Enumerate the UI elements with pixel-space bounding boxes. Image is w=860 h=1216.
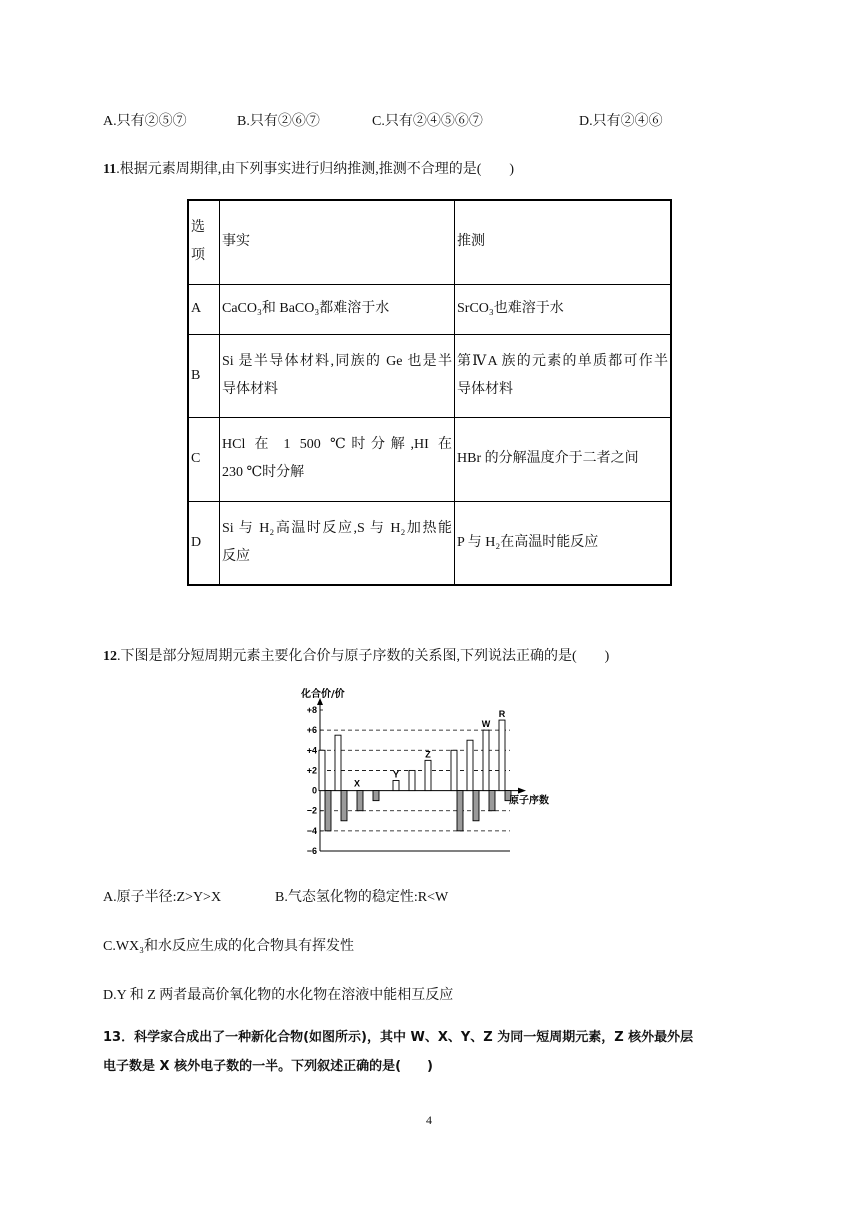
bar-negative-8 xyxy=(473,791,479,821)
q11-number: 11 xyxy=(103,162,117,177)
y-tick-label: −4 xyxy=(306,825,317,836)
q11-stem-text: .根据元素周期律,由下列事实进行归纳推测,推测不合理的是( ) xyxy=(116,162,515,177)
row-a-inference: SrCO₃也难溶于水 xyxy=(455,284,672,334)
row-a-fact: CaCO₃和 BaCO₃都难溶于水 xyxy=(220,284,455,334)
bar-positive-9 xyxy=(483,730,489,790)
chart-bars xyxy=(319,720,511,831)
q13-stem-line1: 13．科学家合成出了一种新化合物(如图所示)，其中 W、X、Y、Z 为同一短周期元素，Z 核外最外层 xyxy=(103,1030,694,1045)
valence-chart xyxy=(296,688,566,860)
row-c-fact xyxy=(220,417,455,501)
row-b-option: B xyxy=(188,334,220,417)
annotation-R: R xyxy=(498,709,506,720)
bar-positive-4 xyxy=(393,781,399,791)
q13-stem-line2: 电子数是 X 核外电子数的一半。下列叙述正确的是( ) xyxy=(103,1059,433,1074)
chart-axes xyxy=(317,698,526,851)
row-d-option: D xyxy=(188,501,220,585)
row-d-fact-line2: 反应 xyxy=(222,548,250,564)
bar-negative-7 xyxy=(457,791,463,831)
q12-stem xyxy=(103,645,609,665)
bar-positive-0 xyxy=(319,750,325,790)
row-d-inference: P 与 H₂在高温时能反应 xyxy=(455,501,672,585)
row-b-inference-line1: 第ⅣA 族的元素的单质都可作半 xyxy=(457,353,668,369)
bar-negative-1 xyxy=(341,791,347,821)
q11-stem xyxy=(103,158,514,178)
y-tick-label: 0 xyxy=(311,785,317,796)
bar-negative-2 xyxy=(357,791,363,811)
y-tick-label: +4 xyxy=(306,745,317,756)
y-axis-label: 化合价/价 xyxy=(301,689,345,700)
annotation-Z: Z xyxy=(425,749,431,760)
q12-stem-text: .下图是部分短周期元素主要化合价与原子序数的关系图,下列说法正确的是( ) xyxy=(117,649,610,664)
q12-option-a: A.原子半径:Z>Y>X xyxy=(103,890,222,905)
row-c-fact-line2: 230 ℃时分解 xyxy=(222,465,305,480)
bar-positive-6 xyxy=(425,760,431,790)
q10-option-d: D.只有②④⑥ xyxy=(579,114,663,129)
q10-option-c: C.只有②④⑤⑥⑦ xyxy=(372,114,483,129)
row-b-fact xyxy=(220,334,455,417)
y-tick-label: +6 xyxy=(306,725,317,736)
q12-number: 12 xyxy=(103,649,117,664)
bar-negative-9 xyxy=(489,791,495,811)
row-c-fact-line1: HCl 在 1 500 ℃时分解,HI 在 xyxy=(222,437,452,452)
row-c-inference: HBr 的分解温度介于二者之间 xyxy=(455,417,672,501)
bar-positive-8 xyxy=(467,740,473,790)
q11-table xyxy=(187,199,672,586)
q12-option-d: D.Y 和 Z 两者最高价氧化物的水化物在溶液中能相互反应 xyxy=(103,988,454,1003)
row-d-fact-line1: Si 与 H₂高温时反应,S 与 H₂加热能 xyxy=(222,520,452,536)
header-option: 选项 xyxy=(188,200,220,284)
row-b-fact-line1: Si 是半导体材料,同族的 Ge 也是半 xyxy=(222,353,452,369)
y-tick-label: −6 xyxy=(306,846,317,856)
y-tick-label: +2 xyxy=(306,765,317,776)
annotation-X: X xyxy=(353,778,361,789)
header-fact: 事实 xyxy=(220,200,455,284)
y-tick-label: +8 xyxy=(306,705,317,715)
row-b-fact-line2: 导体材料 xyxy=(222,381,278,397)
x-axis-label: 原子序数 xyxy=(509,795,549,807)
row-b-inference-line2: 导体材料 xyxy=(457,381,513,397)
header-inference: 推测 xyxy=(455,200,672,284)
annotation-W: W xyxy=(481,719,491,730)
bar-positive-7 xyxy=(451,750,457,790)
q10-option-a: A.只有②⑤⑦ xyxy=(103,114,187,129)
bar-negative-3 xyxy=(373,791,379,801)
bar-positive-1 xyxy=(335,735,341,790)
annotation-Y: Y xyxy=(392,769,400,780)
bar-positive-10 xyxy=(499,720,505,791)
row-b-inference xyxy=(455,334,672,417)
page-number: 4 xyxy=(426,1113,432,1127)
y-tick-label: −2 xyxy=(306,805,317,816)
q12-option-b: B.气态氢化物的稳定性:R<W xyxy=(275,890,449,905)
row-a-option: A xyxy=(188,284,220,334)
bar-negative-0 xyxy=(325,791,331,831)
x-axis-arrow xyxy=(518,788,526,794)
row-c-option: C xyxy=(188,417,220,501)
q10-option-b: B.只有②⑥⑦ xyxy=(237,114,320,129)
bar-positive-5 xyxy=(409,770,415,790)
row-d-fact xyxy=(220,501,455,585)
q12-option-c: C.WX₃和水反应生成的化合物具有挥发性 xyxy=(103,939,355,954)
